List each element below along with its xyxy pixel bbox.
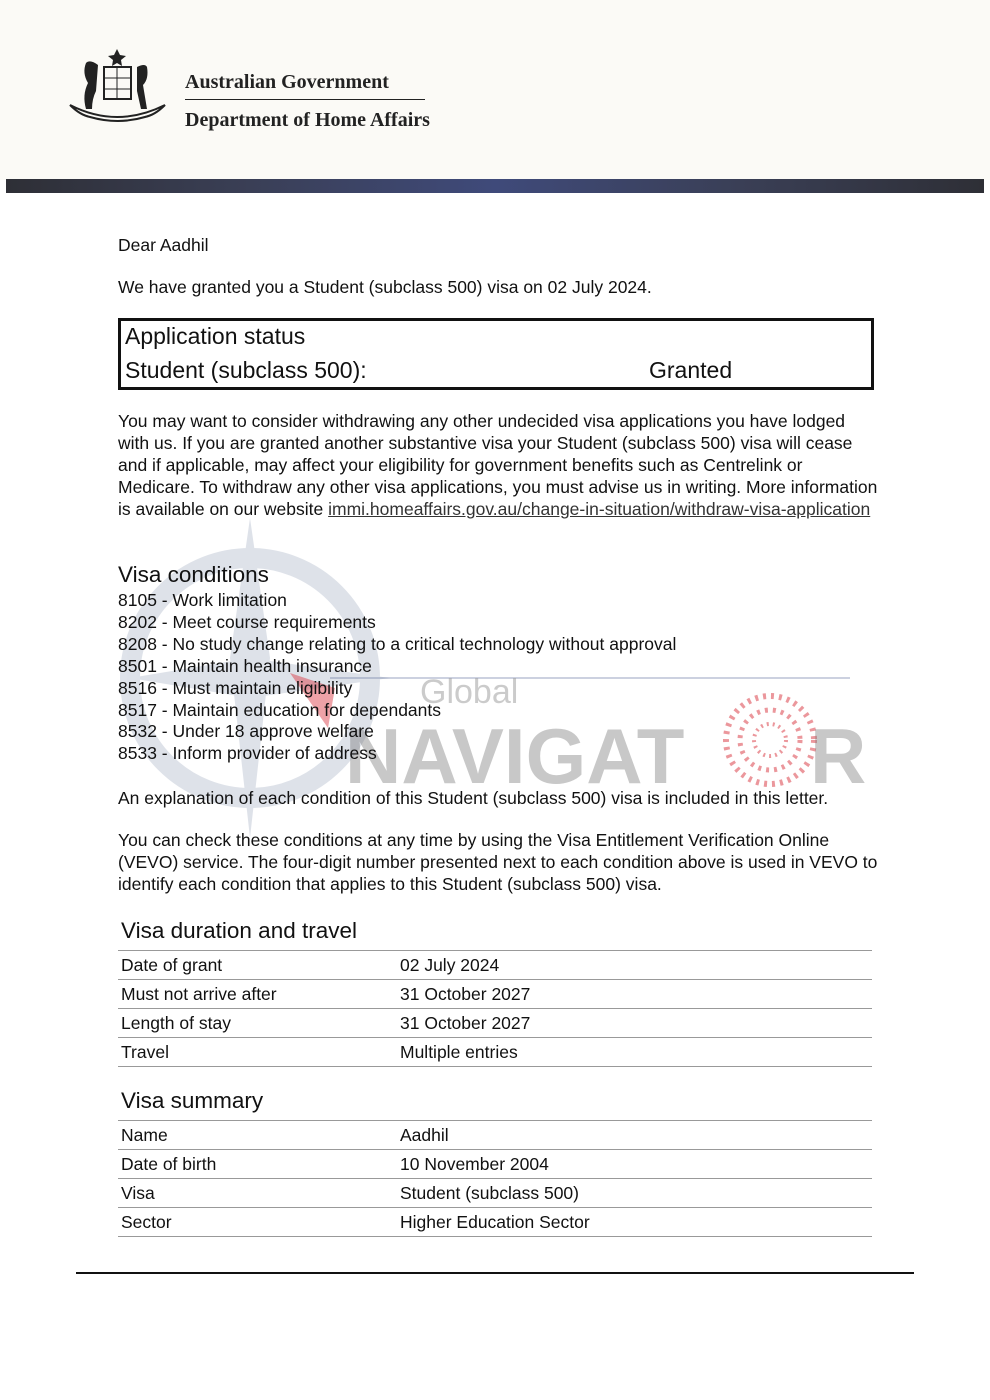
application-status-box <box>118 318 874 390</box>
row-label: Date of grant <box>121 954 223 975</box>
salutation: Dear Aadhil <box>118 235 209 255</box>
withdraw-paragraph <box>118 410 878 520</box>
table-row <box>118 1208 872 1237</box>
conditions-heading: Visa conditions <box>118 562 269 587</box>
condition-item: 8517 - Maintain education for dependants <box>118 699 442 720</box>
explanation-text: An explanation of each condition of this Student (subclass 500) visa is included in this letter. <box>118 788 829 808</box>
condition-item: 8532 - Under 18 approve welfare <box>118 721 374 742</box>
status-value: Granted <box>649 357 733 383</box>
condition-item: 8533 - Inform provider of address <box>118 743 377 764</box>
agency-name-top: Australian Government <box>185 71 389 93</box>
condition-item: 8105 - Work limitation <box>118 590 287 610</box>
condition-item: 8208 - No study change relating to a critical technology without approval <box>118 633 677 654</box>
row-value: Multiple entries <box>400 1041 518 1062</box>
row-value: 31 October 2027 <box>400 983 531 1004</box>
row-label: Name <box>121 1124 168 1145</box>
row-label: Date of birth <box>121 1153 217 1174</box>
condition-item: 8501 - Maintain health insurance <box>118 655 372 676</box>
row-value: 02 July 2024 <box>400 954 500 975</box>
withdraw-text: You may want to consider withdrawing any other undecided visa applications you have lodged with us. If you are granted another substantive visa your Student (subclass 500) visa will cease and if applicable, may affect your eligibility for government benefits such as Centrelink or Medicare. To withdraw any other visa applications, you must advise us in writing. More information is available on our website <box>118 411 878 519</box>
table-row <box>118 1150 872 1179</box>
row-label: Length of stay <box>121 1012 231 1033</box>
header-color-bar <box>6 179 984 193</box>
letterhead <box>0 0 990 180</box>
condition-item: 8516 - Must maintain eligibility <box>118 677 353 698</box>
conditions-list <box>118 590 676 765</box>
grant-statement: We have granted you a Student (subclass 500) visa on 02 July 2024. <box>118 277 652 297</box>
agency-name-bottom: Department of Home Affairs <box>185 109 430 131</box>
condition-item: 8202 - Meet course requirements <box>118 611 376 632</box>
table-row <box>118 1009 872 1038</box>
row-label: Visa <box>121 1182 155 1203</box>
table-row <box>118 951 872 980</box>
row-label: Sector <box>121 1211 172 1232</box>
watermark-word: NAVIGAT <box>345 712 685 800</box>
footer-divider <box>76 1272 914 1274</box>
duration-heading: Visa duration and travel <box>121 918 357 943</box>
summary-table <box>118 1120 872 1237</box>
coat-of-arms-icon <box>60 45 175 133</box>
watermark-small: Global <box>420 673 519 711</box>
duration-table <box>118 950 872 1067</box>
table-row <box>118 980 872 1009</box>
dotted-globe-icon <box>726 696 814 784</box>
row-value: Aadhil <box>400 1124 449 1145</box>
row-value: Higher Education Sector <box>400 1211 590 1232</box>
summary-heading: Visa summary <box>121 1088 264 1113</box>
row-value: 10 November 2004 <box>400 1153 549 1174</box>
status-label: Student (subclass 500): <box>125 357 367 383</box>
status-title: Application status <box>125 323 306 349</box>
row-value: Student (subclass 500) <box>400 1182 579 1203</box>
table-row <box>118 1179 872 1208</box>
table-row <box>118 1121 872 1150</box>
table-row <box>118 1038 872 1067</box>
watermark-end: R <box>810 712 867 800</box>
row-value: 31 October 2027 <box>400 1012 531 1033</box>
row-label: Travel <box>121 1041 169 1062</box>
row-label: Must not arrive after <box>121 983 277 1004</box>
withdraw-link[interactable]: immi.homeaffairs.gov.au/change-in-situation/withdraw-visa-application <box>328 499 871 519</box>
agency-divider <box>185 99 425 100</box>
vevo-text: You can check these conditions at any time by using the Visa Entitlement Verification Online (VEVO) service. The four-digit number presented next to each condition above is used in VEVO to identify each condition that applies to this Student (subclass 500) visa. <box>118 830 878 894</box>
